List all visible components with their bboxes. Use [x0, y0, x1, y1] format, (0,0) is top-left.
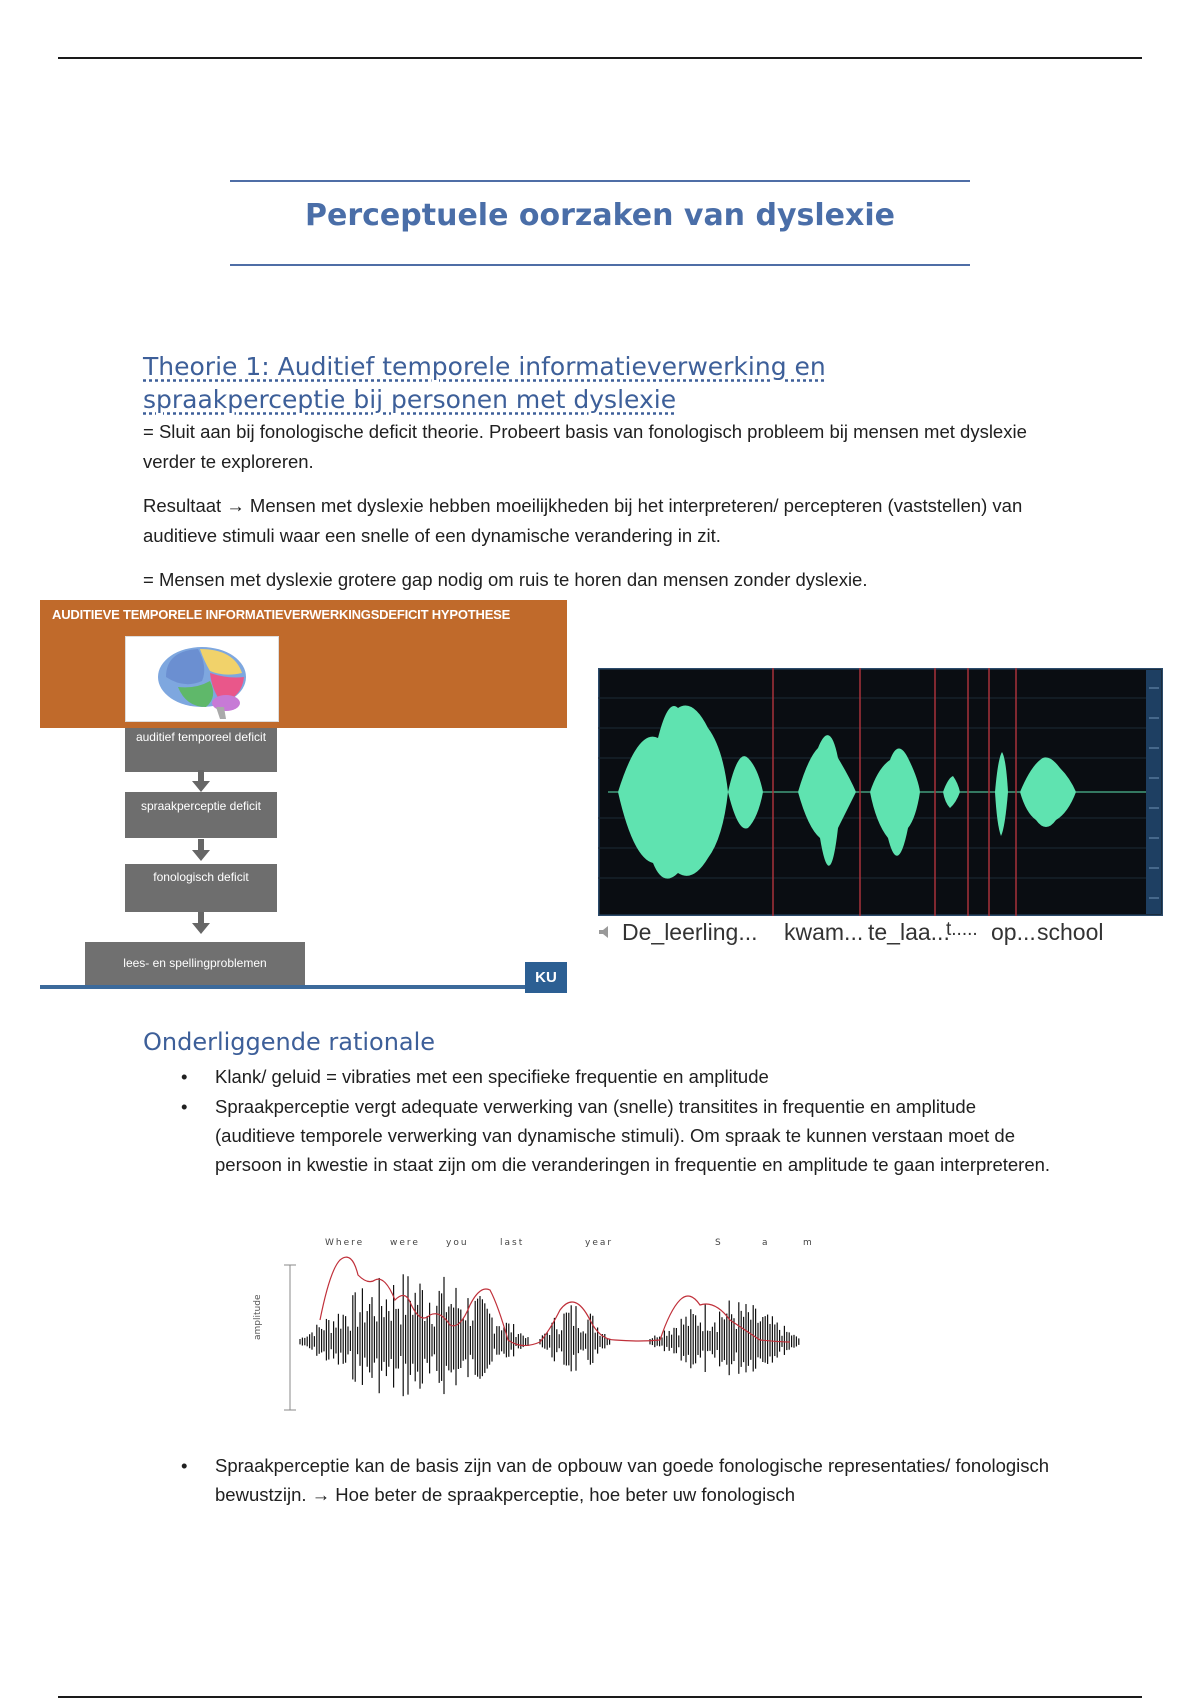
speech-labels [598, 919, 1163, 949]
bullet-icon: • [181, 1066, 188, 1087]
step-spraakperceptie-deficit: spraakperceptie deficit [125, 792, 277, 838]
hypothesis-slide-figure [40, 600, 567, 993]
waveform-word: m [803, 1238, 814, 1248]
speech-label-kwam: kwam... [784, 919, 864, 945]
paragraph-3: = Mensen met dyslexie grotere gap nodig om ruis te horen dan mensen zonder dyslexie. [143, 569, 868, 590]
waveform-word: last [500, 1238, 525, 1248]
waveform-ylabel: amplitude [253, 1294, 263, 1340]
speech-label-school: school [1037, 919, 1104, 945]
slide-title: AUDITIEVE TEMPORELE INFORMATIEVERWERKINGSDEFICIT HYPOTHESE [52, 607, 511, 622]
bottom-rule [58, 1696, 1142, 1698]
speech-label-de-leerling: De_leerling... [622, 919, 758, 945]
speech-label-op: op... [991, 919, 1036, 945]
ku-logo: KU [525, 962, 567, 993]
speech-waveform-display [598, 668, 1163, 916]
top-rule [58, 57, 1142, 59]
bullet-list-after-figure [175, 1451, 1055, 1510]
bullet-icon: • [181, 1096, 188, 1117]
waveform-word: you [446, 1238, 469, 1248]
brain-image [125, 636, 279, 722]
speech-label-t: t..... [946, 919, 978, 940]
bullet-list-rationale [175, 1062, 1055, 1180]
arrow-down-icon [191, 912, 211, 934]
waveform-word: were [390, 1238, 420, 1248]
heading-theorie-1[interactable]: Theorie 1: Auditief temporele informatieverwerking en spraakperceptie bij personen met dyslexie [143, 352, 826, 414]
waveform-word: Where [325, 1238, 365, 1248]
arrow-down-icon [191, 839, 211, 861]
speech-label-te-laa: te_laa... [868, 919, 950, 945]
amplitude-waveform [240, 1230, 860, 1420]
slide-footer-line [40, 985, 525, 989]
step-auditief-temporeel-deficit: auditief temporeel deficit [125, 728, 277, 772]
paragraph-1: = Sluit aan bij fonologische deficit theorie. Probeert basis van fonologisch probleem bij mensen met dyslexie verder te exploreren. [143, 421, 1027, 472]
waveform-word: S [715, 1238, 723, 1248]
document-title: Perceptuele oorzaken van dyslexie [305, 198, 895, 233]
waveform-word: year [585, 1238, 614, 1248]
title-rule-bottom [230, 264, 970, 266]
speaker-icon [598, 925, 612, 939]
bullet-icon: • [181, 1455, 188, 1476]
list-item: • Klank/ geluid = vibraties met een specifieke frequentie en amplitude [175, 1062, 1055, 1091]
heading-onderliggende-rationale: Onderliggende rationale [143, 1028, 436, 1056]
step-lees-en-spellingproblemen: lees- en spellingproblemen [85, 942, 305, 988]
list-item: • Spraakperceptie vergt adequate verwerking van (snelle) transitites in frequentie en amplitude (auditieve temporele verwerking van dynamische stimuli). Om spraak te kunnen verstaan moet de persoon in kwestie in staat zijn om die veranderingen in frequentie en amplitude te gaan interpreteren. [175, 1092, 1055, 1179]
title-rule-top [230, 180, 970, 182]
paragraph-2: Resultaat → Mensen met dyslexie hebben moeilijkheden bij het interpreteren/ percepteren (vaststellen) van auditieve stimuli waar een snelle of een dynamische verandering in zit. [143, 495, 1023, 546]
list-item: • Spraakperceptie kan de basis zijn van de opbouw van goede fonologische representaties/ fonologisch bewustzijn. → Hoe beter de spraakperceptie, hoe beter uw fonologisch [175, 1451, 1055, 1509]
waveform-word: a [762, 1238, 770, 1248]
arrow-down-icon [191, 770, 211, 792]
step-fonologisch-deficit: fonologisch deficit [125, 864, 277, 912]
